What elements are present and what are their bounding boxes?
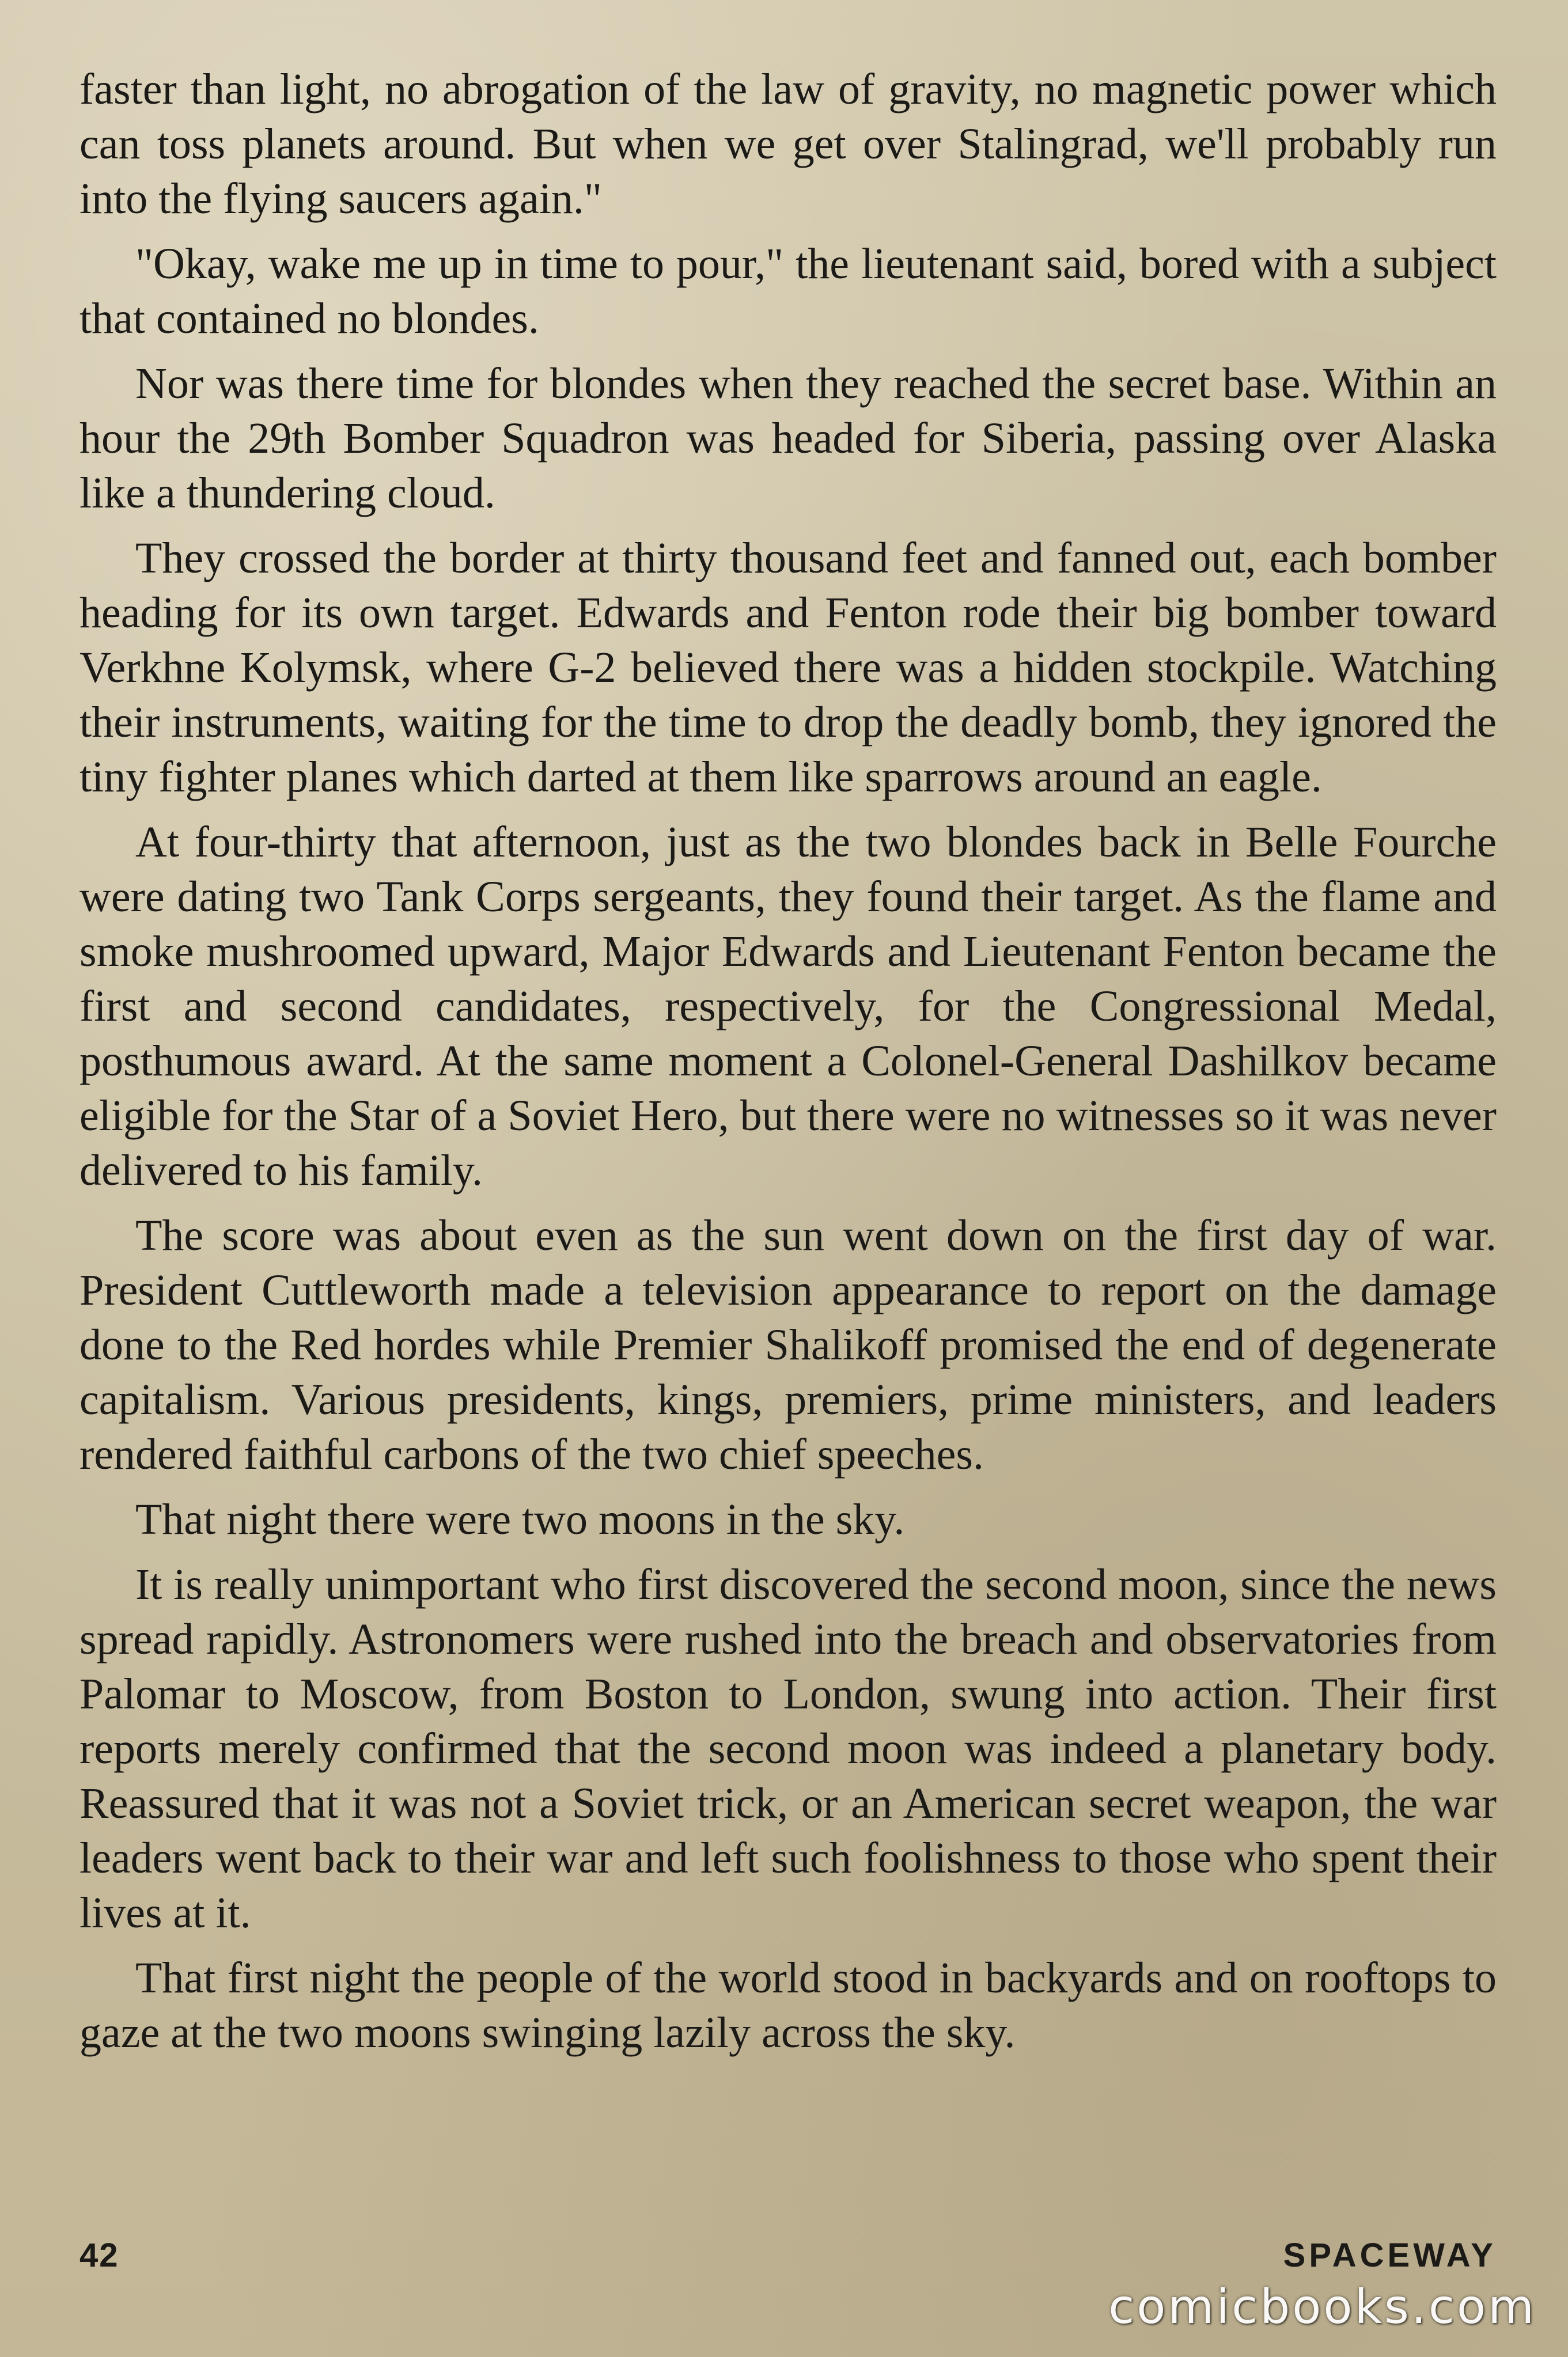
paragraph: It is really unimportant who first discovered the second moon, since the news spread rapidly. Astronomers were rushed into the breach and observatories from Palomar to Moscow, from Boston to London, swung into action. Their first reports merely confirmed that the second moon was indeed a planetary body. Reassured that it was not a Soviet trick, or an American secret weapon, the war leaders went back to their war and left such foolishness to those who spent their lives at it. [79,1560,1497,1937]
page-number: 42 [79,2237,119,2274]
paragraph: That night there were two moons in the sky. [135,1495,905,1544]
paragraph: faster than light, no abrogation of the law of gravity, no magnetic power which can toss planets around. But when we get over Stalingrad, we'll probably run into the flying saucers again." [79,65,1497,223]
page-footer [79,2236,1497,2282]
paragraph: At four-thirty that afternoon, just as the two blondes back in Belle Fourche were dating two Tank Corps sergeants, they found their target. As the flame and smoke mushroomed upward, Major Edwards and Lieutenant Fenton became the first and second candidates, respectively, for the Congressional Medal, posthumous award. At the same moment a Colonel-General Dashilkov became eligible for the Star of a Soviet Hero, but there were no witnesses so it was never delivered to his family. [79,818,1497,1195]
paragraph: The score was about even as the sun went down on the first day of war. President Cuttleworth made a television appearance to report on the damage done to the Red hordes while Premier Shalikoff promised the end of degenerate capitalism. Various presidents, kings, premiers, prime ministers, and leaders rendered faithful carbons of the two chief speeches. [79,1211,1497,1479]
paragraph: Nor was there time for blondes when they reached the secret base. Within an hour the 29th Bomber Squadron was headed for Siberia, passing over Alaska like a thundering cloud. [79,359,1497,517]
body-text [79,62,1497,2071]
running-title: SPACEWAY [1283,2237,1497,2274]
paragraph: They crossed the border at thirty thousand feet and fanned out, each bomber heading for its own target. Edwards and Fenton rode their big bomber toward Verkhne Kolymsk, where G-2 believed there was a hidden stockpile. Watching their instruments, waiting for the time to drop the deadly bomb, they ignored the tiny fighter planes which darted at them like sparrows around an eagle. [79,534,1497,801]
paragraph: That first night the people of the world stood in backyards and on rooftops to gaze at the two moons swinging lazily across the sky. [79,1954,1497,2057]
watermark: comicbooks.com [1108,2280,1536,2335]
paragraph: "Okay, wake me up in time to pour," the lieutenant said, bored with a subject that contained no blondes. [79,240,1497,343]
